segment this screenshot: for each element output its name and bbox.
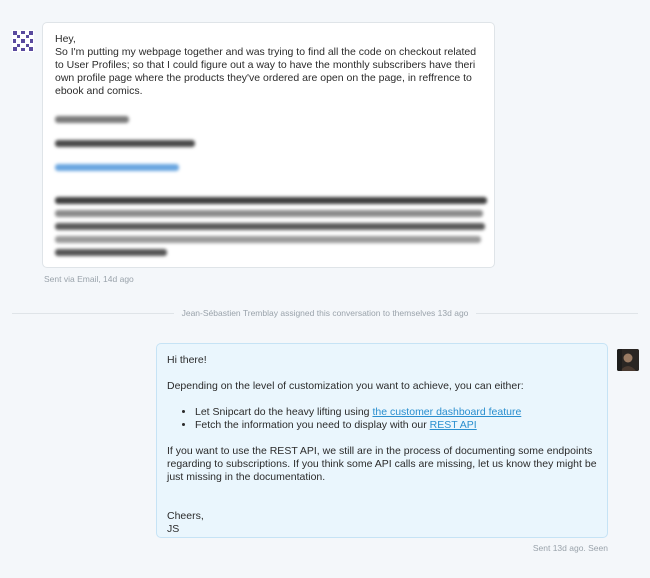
redacted-line [55,197,487,204]
reply-message [156,343,608,538]
rest-api-link[interactable]: REST API [429,419,477,431]
reply-options-list [167,406,597,432]
message-body: So I'm putting my webpage together and was trying to find all the code on checkout related to User Profiles; so that I could figure out a way to have the monthly subscribers have theri own profile page where the products they've ordered are open on the page, in reffrence to ebook and comics. [55,46,477,97]
customer-dashboard-link[interactable]: the customer dashboard feature [372,406,522,418]
reply-note: If you want to use the REST API, we still are in the process of documenting some endpoints regarding to subscriptions. If you think some API calls are missing, let us know they might be just missing in the documentation. [167,445,597,483]
assignment-event-text: Jean-Sébastien Tremblay assigned this conversation to themselves 13d ago [174,308,477,318]
list-item [195,406,597,419]
redacted-line [55,140,195,147]
option-text: Fetch the information you need to display with our [195,419,430,431]
agent-avatar-icon [617,349,639,371]
redacted-link-line [55,164,179,171]
redacted-content [55,116,482,256]
reply-signature: JS [167,523,180,535]
incoming-meta: Sent via Email, 14d ago [44,274,134,284]
assignment-event [0,308,650,318]
option-text: Let Snipcart do the heavy lifting using [195,406,373,418]
reply-greeting: Hi there! [167,354,207,366]
redacted-line [55,249,167,256]
agent-photo-icon [617,349,639,371]
reply-signoff: Cheers, [167,510,204,522]
redacted-line [55,116,129,123]
message-greeting: Hey, [55,33,76,45]
redacted-line [55,223,485,230]
redacted-line [55,210,483,217]
reply-intro: Depending on the level of customization you want to achieve, you can either: [167,380,524,392]
customer-avatar-icon [12,30,34,52]
redacted-line [55,236,481,243]
reply-meta: Sent 13d ago. Seen [532,543,608,553]
incoming-message [42,22,495,268]
list-item [195,419,597,432]
